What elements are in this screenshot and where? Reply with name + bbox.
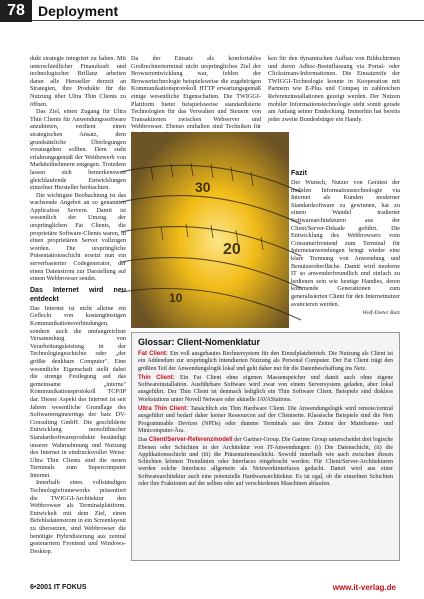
definition: Tatsächlich ein Thin Hardware Client. Die Anwendungslogik wird remote/zentral ausgeführt und bedarf daher keiner Ressourcen auf der Clientseite. Klassische Beispiele sind die Non Programmable Devices (NPDs) oder dumme Terminals aus den Zeiten der Mainframe- und Minicomputer-Ära. [138,406,393,434]
glossary-box [131,332,400,561]
publisher-url[interactable]: www.it-verlag.de [332,583,396,592]
svg-text:20: 20 [223,241,241,258]
term-ultra-thin-client: Ultra Thin Client: [138,406,189,413]
definition: Ein voll ausgebautes Rechnersystem für den Einzelplatzbetrieb. Die Nutzung als Client ist ein Addendum zur ursprünglich intendierten Nutzung als Personal Computer. Der Fat Client trägt den größten Teil der Anwendungslogik lokal und geht daher nur für die Datenbeschaffung ins Netz. [138,351,393,372]
page-number: 78 [0,0,32,22]
glossary-title: Glossar: Client-Nomenklatur [138,337,261,347]
column-right-fazit [291,166,400,329]
paragraph: Die wichtigste Beobachtung ist das wachsende Angebot an so genannten Application Servern. Damit ist wesentlich der Umzug der ursprünglichen Fat Clients, die proprietäre Software-Clients waren, in einen proprietären Server vollzogen worden. Die ursprüngliche Präsentationsschicht ersetzt nun ein serverbasierter Codegenerator, der einen Datenstrom zur Darstellung auf einem Webbrowser sendet. [30,191,126,283]
paragraph: Das Ziel, einen Zugang für Ultra Thin Clients für Anwendungssoftware anzubieten, verdient einen strategischen Ansatz, dem grundsätzliche Überlegungen vorausgehen sollten. Dem steht erfahrungsgemäß der Wettbewerb von Marktteilnehmern entgegen. Trotzdem lassen sich bemerkenswert gleichlaufende Entwicklungen einzelner Hersteller beobachten. [30,108,126,192]
page-footer [0,580,424,598]
svg-text:10: 10 [169,291,183,305]
glossary-entry-ultra-thin-client [138,406,393,435]
issue-label: 6•2001 IT FOKUS [30,584,87,591]
paragraph: ken für den dynamischen Aufbau von Bildschirmen und deren Adhoc-Beeinflussung via Portal- oder Clickstream-Informationen. Die Einsatzreife der TWIGGI-Technologie konnte in Kooperation mit Partnern wie E-Plus und Compaq in zahlreichen Referenzinstallationen gezeigt werden. Der Nutzen mobiler Informationstechnologie steht somit gerade am Anfang seiner Entdeckung. Immerhin hat bereits jeder zweite Bundesbürger ein Handy. [268,55,400,123]
term-client-server-model: Client/Server-Referenzmodell [148,437,233,444]
subheading-internet: Das Internet wird neu entdeckt [30,286,126,303]
column-left [30,55,126,555]
svg-text:30: 30 [195,179,211,195]
author-byline: Wolf-Dieter Batz [362,310,400,317]
glossary-entry-client-server-model [138,437,393,488]
term-thin-client: Thin Client: [138,374,175,381]
term-fat-client: Fat Client: [138,351,168,357]
definition: Ein Fat Client ohne eigenen Massenspeicher und damit auch ohne eigene Softwareinstallation. Ausführbare Software wird zwar von einem Serversystem geladen, aber lokal ausgeführt. Der Thin Client ist demnach lediglich ein Thin Software Client. Beispiele sind diskless Workstations unter Novell Netware oder aktuelle JAVAStations. [138,374,393,403]
column-middle [131,55,261,131]
subheading-fazit: Fazit [291,170,307,177]
glossary-entry-thin-client [138,375,393,404]
section-title: Deployment [38,3,119,19]
paragraph: Innerhalb eines vollständigen Technologieframeworks präsentiert die TWIGGI-Architektur den Webbrowser als Terminalplattform. Entwickelt mit dem Ziel, einen Befehlsdatenstrom in ein Screenlayout zu übersetzen, sind Webbrowser die benötigte Hybridisierung aus zentral gesteuertem Frontend und Windows-Desktop. [30,479,126,555]
column-right-top [268,55,400,129]
paragraph: Das Internet ist nicht alleine ein Geflecht von kostengünstigen Kommunikationsverbindungen, sondern auch die umfangreichste Versammlung von Verarbeitungsleistung in der Technologiegeschichte oder „der größte denkbare Computer". Eine wesentliche Eigenschaft stellt dabei die strenge Festlegung auf das gemeinsame „interne" Kommunikationsprotokoll TCP/IP dar. Dieser Aspekt des Internet ist seit Jahren wesentliche Grundlage des Softwareengineerings der batz DV-Consulting GmbH. Die geschilderte Entwicklung monolithischer Standardsoftwareprodukte beständigt unserer Wahrnehmung und Nutzung des Internet in eindrucksvoller Weise: Ultra Thin Clients sind die neuen Terminals zum Supercomputer Internet. [30,304,126,479]
definition: der Gartner-Group. Die Gartner Group unterscheidet drei logische Ebenen oder Schichten in der Architektur von IT-Anwendungen: (i) Die Datenschicht, (ii) die Applikationsschicht und (iii) die Präsentationsschicht. Sowohl innerhalb wie auch zwischen diesen Schichten können Trennlinien oder Interfaces eingebracht werden. Für Client/Server-Architekturen werden solche Interfaces allgemein als Netzwerkinterfaces gedacht. Damit wird aus einer Softwarearchitektur auch eine potenzielle Hardwarearchitektur. Es ist egal, ob die einzelnen Schichten oder ihre Fraktionen auf der selben oder auf verschiedenen Maschinen ablaufen. [138,437,393,488]
paragraph: Da der Einsatz als komfortables Großrechnerterminal nicht ursprüngliches Ziel der Browserentwicklung war, fehlen der Browsertechnologie beispielsweise die zugehörigen Kommunikationsprotokoll HTTP erwartungsgemäß einige wesentliche Eigenschaften. Die TWIGGI-Plattform bietet beispielsweise standardisierte Technologien für das Verwalten und Steuern von Transaktionen zwischen Webserver und Webbrowser. Ebenso enthalten sind Techniken für [131,55,261,131]
header-rule [32,20,424,21]
paragraph: Der Wunsch, Nutzer von Geräten der mobilen Informationstechnologie via Internet als Kunden moderner Standardsoftware zu gewinnen, hat zu einem Wandel tradierter Softwarearchitekturen aus der Client/Server-Dekade geführt. Die Entwicklung des Webbrowsers vom Consumerfrontend zum Terminal für Internetanwendungen bringt wieder eine klare Trennung von Anwendung und Benutzeroberfläche. Damit wird moderne IT so anwenderfreundlich und einfach zu bedienen sein wie heutige Handies, deren kommende Generationen zum generalisierten Client für den Internetnutzer avancieren werden. [291,179,400,308]
paragraph: dukt strategie integriert zu haben. Mit unterschiedlicher Finanzkraft und technologischer Brillanz arbeiten daran alle Hersteller derzeit an Strategien, ihre Produkte für die Nutzung über Ultra Thin Clients zu öffnen. [30,55,126,108]
measuring-tape-photo [131,132,289,328]
glossary-entry-fat-client [138,351,393,373]
measuring-tape-image [131,132,289,328]
page-header [0,0,424,22]
definition-prefix: Das [138,437,149,444]
